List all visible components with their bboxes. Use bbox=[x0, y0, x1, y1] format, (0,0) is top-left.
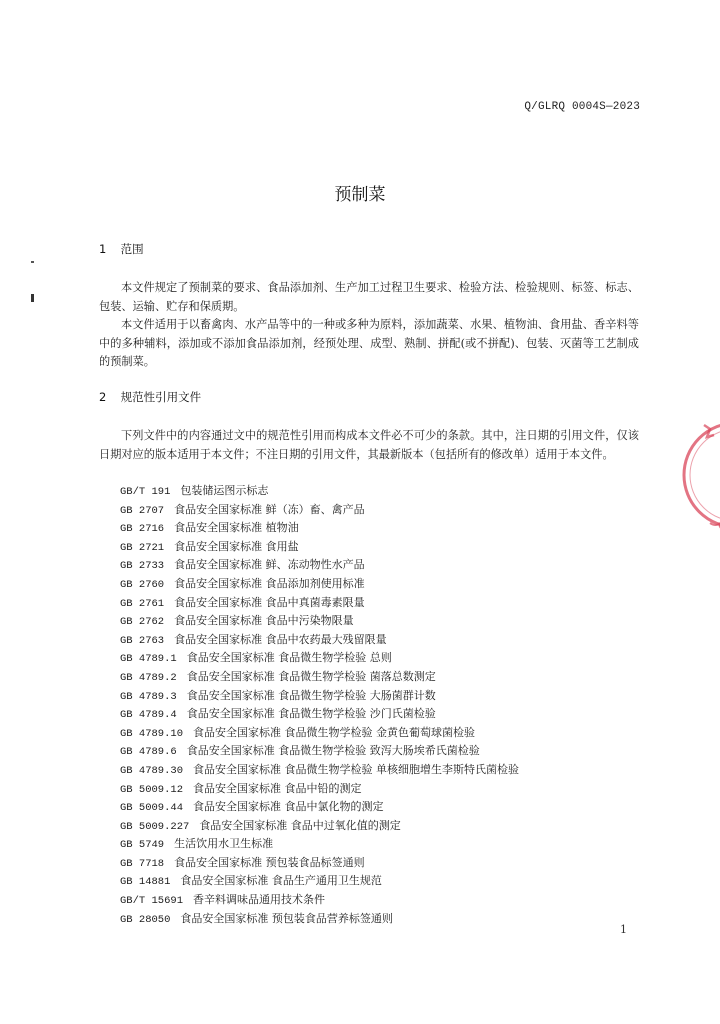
reference-item bbox=[120, 575, 519, 594]
reference-item bbox=[120, 742, 519, 761]
section-2-number: 2 bbox=[99, 390, 107, 404]
reference-code: GB/T 191 bbox=[120, 486, 171, 498]
reference-title: 食品安全国家标准 食品中农药最大残留限量 bbox=[174, 632, 387, 646]
reference-item bbox=[120, 556, 519, 575]
reference-title: 食品安全国家标准 植物油 bbox=[174, 521, 299, 535]
reference-code: GB/T 15691 bbox=[120, 895, 184, 908]
reference-title: 食品安全国家标准 食品中过氧化值的测定 bbox=[199, 818, 401, 832]
reference-title: 食品安全国家标准 食品添加剂使用标准 bbox=[174, 576, 365, 590]
scope-paragraph-2: 本文件适用于以畜禽肉、水产品等中的一种或多种为原料，添加蔬菜、水果、植物油、食用盐、香辛料等中的多种辅料，添加或不添加食品添加剂，经预处理、成型、熟制、拼配(或不拼配)、包装、灭菌等工艺制成的预制菜。 bbox=[99, 318, 639, 368]
reference-title: 食品安全国家标准 食品微生物学检验 沙门氏菌检验 bbox=[186, 707, 436, 721]
reference-code: GB 28050 bbox=[120, 913, 171, 926]
reference-item bbox=[120, 872, 519, 891]
reference-item bbox=[120, 817, 519, 836]
reference-title: 食品安全国家标准 食品微生物学检验 金黄色葡萄球菌检验 bbox=[193, 725, 476, 739]
reference-code: GB 4789.3 bbox=[120, 690, 177, 703]
reference-item bbox=[120, 798, 519, 817]
reference-list bbox=[120, 482, 519, 928]
reference-code: GB 2761 bbox=[120, 597, 165, 610]
reference-code: GB 4789.30 bbox=[120, 764, 184, 777]
reference-code: GB 5009.44 bbox=[120, 802, 184, 815]
reference-title: 包装储运图示标志 bbox=[180, 484, 269, 497]
reference-title: 食品安全国家标准 食品生产通用卫生规范 bbox=[180, 874, 382, 888]
reference-code: GB 4789.6 bbox=[120, 746, 177, 759]
reference-title: 食品安全国家标准 食品微生物学检验 总则 bbox=[186, 651, 392, 665]
document-title: 预制菜 bbox=[334, 185, 386, 205]
reference-item bbox=[120, 612, 519, 631]
reference-title: 生活饮用水卫生标准 bbox=[174, 837, 274, 851]
reference-item bbox=[120, 594, 519, 613]
reference-title: 食品安全国家标准 鲜（冻）畜、禽产品 bbox=[174, 502, 365, 516]
reference-item bbox=[120, 724, 519, 743]
reference-item bbox=[120, 705, 519, 724]
reference-code: GB 2707 bbox=[120, 504, 165, 517]
seal-stamp-icon bbox=[676, 395, 720, 555]
section-2-title: 规范性引用文件 bbox=[120, 390, 202, 404]
section-2-heading bbox=[99, 389, 201, 405]
reference-title: 食品安全国家标准 预包装食品营养标签通则 bbox=[180, 911, 393, 925]
section-1-title: 范围 bbox=[120, 242, 144, 256]
reference-title: 食品安全国家标准 食品微生物学检验 菌落总数测定 bbox=[186, 669, 436, 683]
reference-title: 食品安全国家标准 食品微生物学检验 单核细胞增生李斯特氏菌检验 bbox=[193, 762, 520, 776]
reference-item bbox=[120, 649, 519, 668]
reference-item bbox=[120, 687, 519, 706]
reference-title: 食品安全国家标准 食品中真菌毒素限量 bbox=[174, 595, 365, 609]
reference-item bbox=[120, 538, 519, 557]
reference-code: GB 2721 bbox=[120, 541, 165, 554]
reference-code: GB 2760 bbox=[120, 578, 165, 591]
reference-code: GB 2763 bbox=[120, 634, 165, 647]
reference-item bbox=[120, 631, 519, 650]
scope-paragraph-1: 本文件规定了预制菜的要求、食品添加剂、生产加工过程卫生要求、检验方法、检验规则、标签、标志、包装、运输、贮存和保质期。 bbox=[99, 281, 639, 313]
reference-code: GB 2762 bbox=[120, 616, 165, 629]
reference-code: GB 2716 bbox=[120, 523, 165, 536]
reference-code: GB 4789.4 bbox=[120, 709, 177, 722]
scan-speck bbox=[31, 294, 34, 302]
section-1-number: 1 bbox=[99, 242, 107, 256]
reference-title: 食品安全国家标准 预包装食品标签通则 bbox=[174, 855, 365, 869]
reference-title: 食品安全国家标准 食品中污染物限量 bbox=[174, 614, 354, 628]
section-1-heading bbox=[99, 241, 144, 257]
reference-code: GB 4789.2 bbox=[120, 671, 177, 684]
reference-title: 香辛料调味品通用技术条件 bbox=[193, 893, 326, 907]
reference-code: GB 5749 bbox=[120, 839, 165, 852]
reference-item bbox=[120, 835, 519, 854]
reference-item bbox=[120, 501, 519, 520]
reference-title: 食品安全国家标准 食品中铅的测定 bbox=[193, 781, 362, 795]
reference-title: 食品安全国家标准 食用盐 bbox=[174, 539, 299, 553]
reference-item bbox=[120, 780, 519, 799]
reference-title: 食品安全国家标准 食品微生物学检验 致泻大肠埃希氏菌检验 bbox=[186, 744, 480, 758]
reference-item bbox=[120, 519, 519, 538]
reference-item bbox=[120, 910, 519, 929]
reference-title: 食品安全国家标准 食品微生物学检验 大肠菌群计数 bbox=[186, 688, 436, 702]
document-code: Q/GLRQ 0004S—2023 bbox=[524, 101, 640, 113]
reference-item bbox=[120, 482, 519, 501]
reference-code: GB 7718 bbox=[120, 857, 165, 870]
reference-item bbox=[120, 891, 519, 910]
reference-title: 食品安全国家标准 鲜、冻动物性水产品 bbox=[174, 558, 365, 572]
reference-code: GB 14881 bbox=[120, 876, 171, 889]
page-number: 1 bbox=[620, 923, 627, 936]
reference-code: GB 2733 bbox=[120, 560, 165, 573]
reference-code: GB 4789.1 bbox=[120, 653, 177, 666]
reference-item bbox=[120, 854, 519, 873]
reference-item bbox=[120, 668, 519, 687]
reference-code: GB 5009.227 bbox=[120, 820, 190, 833]
reference-title: 食品安全国家标准 食品中氯化物的测定 bbox=[193, 800, 384, 814]
references-intro: 下列文件中的内容通过文中的规范性引用而构成本文件必不可少的条款。其中，注日期的引用文件，仅该日期对应的版本适用于本文件；不注日期的引用文件，其最新版本（包括所有的修改单）适用于本文件。 bbox=[99, 429, 639, 461]
reference-code: GB 4789.10 bbox=[120, 727, 184, 740]
reference-code: GB 5009.12 bbox=[120, 783, 184, 796]
scan-speck bbox=[31, 261, 34, 263]
reference-item bbox=[120, 761, 519, 780]
